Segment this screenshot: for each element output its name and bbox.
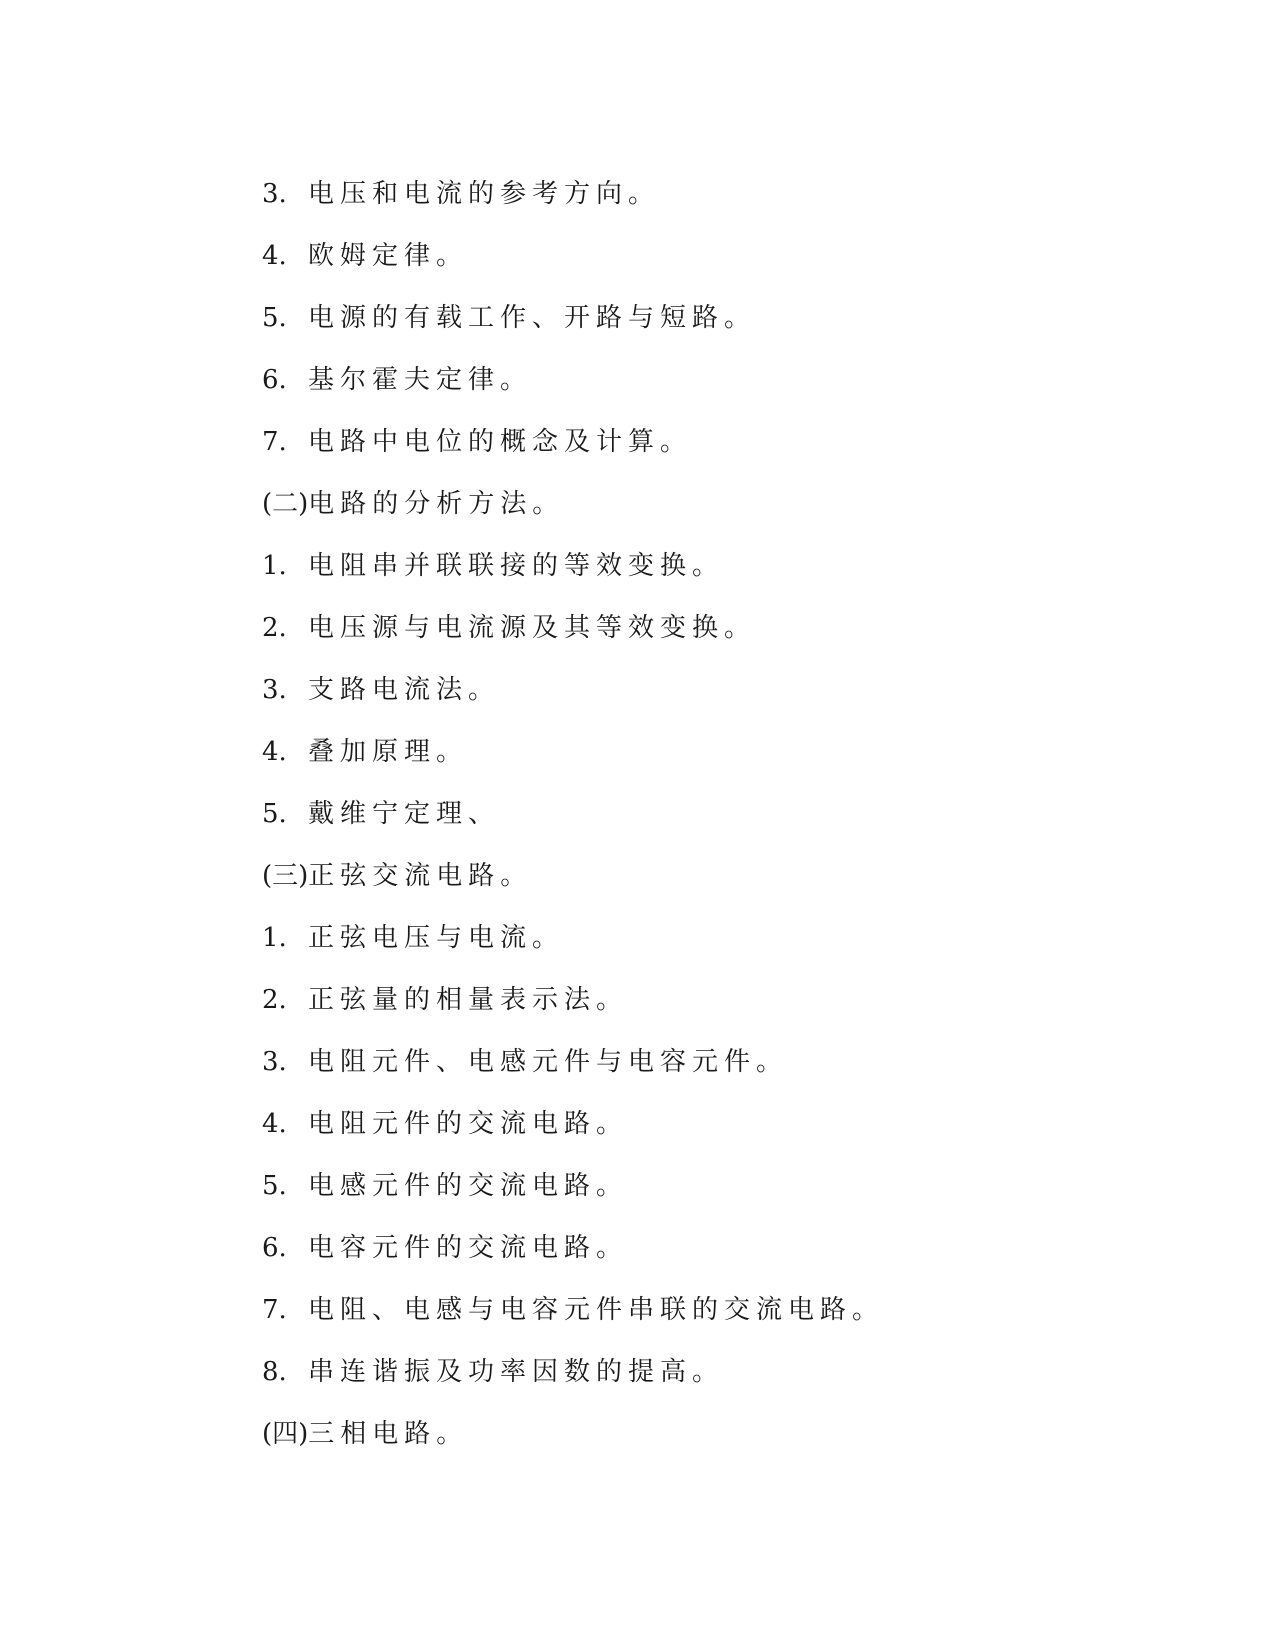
item-number: 5. — [262, 799, 287, 829]
item-text: 基尔霍夫定律。 — [308, 365, 533, 395]
item-text: 戴维宁定理、 — [308, 799, 501, 829]
item-number: 6. — [262, 365, 287, 395]
item-number: 4. — [262, 737, 287, 767]
section-heading — [262, 845, 1162, 907]
list-item — [262, 287, 1162, 349]
item-text: 电阻元件的交流电路。 — [308, 1109, 629, 1139]
list-item — [262, 721, 1162, 783]
list-item — [262, 411, 1162, 473]
list-item — [262, 783, 1162, 845]
item-number: 3. — [262, 1047, 287, 1077]
item-number: 5. — [262, 1171, 287, 1201]
item-number: 1. — [262, 923, 287, 953]
item-text: 电阻串并联联接的等效变换。 — [308, 551, 725, 581]
section-number: (三) — [262, 861, 309, 891]
item-number: 8. — [262, 1357, 287, 1387]
item-text: 电感元件的交流电路。 — [308, 1171, 629, 1201]
section-number: (二) — [262, 489, 309, 519]
item-text: 正弦量的相量表示法。 — [308, 985, 629, 1015]
list-item — [262, 597, 1162, 659]
item-number: 7. — [262, 427, 287, 457]
item-number: 5. — [262, 303, 287, 333]
item-text: 电阻、电感与电容元件串联的交流电路。 — [308, 1295, 885, 1325]
item-number: 4. — [262, 241, 287, 271]
item-text: 电路中电位的概念及计算。 — [308, 427, 693, 457]
item-text: 正弦电压与电流。 — [308, 923, 565, 953]
item-text: 电压源与电流源及其等效变换。 — [308, 613, 757, 643]
list-item — [262, 969, 1162, 1031]
list-item — [262, 1341, 1162, 1403]
section-title: 正弦交流电路。 — [308, 861, 533, 891]
item-text: 电源的有载工作、开路与短路。 — [308, 303, 757, 333]
section-title: 三相电路。 — [308, 1419, 469, 1449]
section-heading — [262, 473, 1162, 535]
outline-list — [262, 163, 1162, 1465]
item-number: 2. — [262, 613, 287, 643]
list-item — [262, 907, 1162, 969]
item-text: 电容元件的交流电路。 — [308, 1233, 629, 1263]
list-item — [262, 163, 1162, 225]
item-number: 1. — [262, 551, 287, 581]
item-number: 3. — [262, 675, 287, 705]
list-item — [262, 349, 1162, 411]
item-text: 叠加原理。 — [308, 737, 469, 767]
list-item — [262, 225, 1162, 287]
list-item — [262, 1155, 1162, 1217]
item-text: 支路电流法。 — [308, 675, 501, 705]
list-item — [262, 659, 1162, 721]
list-item — [262, 1093, 1162, 1155]
list-item — [262, 1279, 1162, 1341]
section-title: 电路的分析方法。 — [308, 489, 565, 519]
item-number: 7. — [262, 1295, 287, 1325]
item-text: 电阻元件、电感元件与电容元件。 — [308, 1047, 789, 1077]
item-text: 串连谐振及功率因数的提高。 — [308, 1357, 725, 1387]
item-number: 6. — [262, 1233, 287, 1263]
list-item — [262, 1031, 1162, 1093]
item-number: 2. — [262, 985, 287, 1015]
section-heading — [262, 1403, 1162, 1465]
item-number: 4. — [262, 1109, 287, 1139]
list-item — [262, 1217, 1162, 1279]
item-text: 电压和电流的参考方向。 — [308, 179, 661, 209]
list-item — [262, 535, 1162, 597]
item-text: 欧姆定律。 — [308, 241, 469, 271]
item-number: 3. — [262, 179, 287, 209]
section-number: (四) — [262, 1419, 309, 1449]
